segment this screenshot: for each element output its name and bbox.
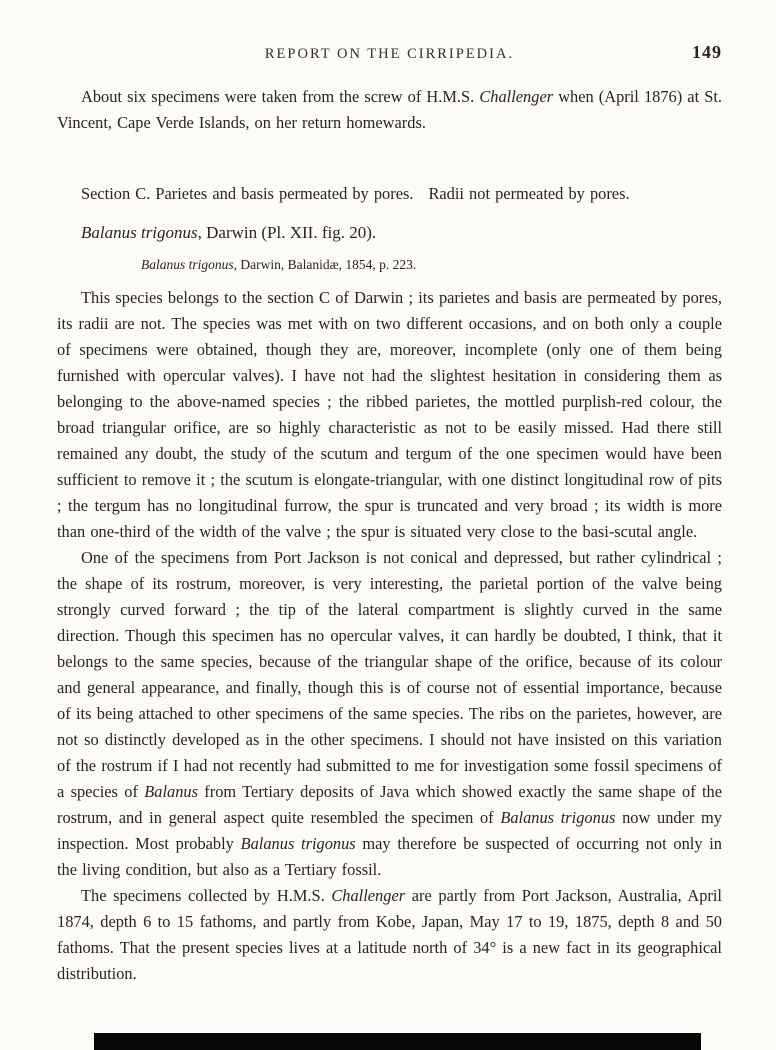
synonymy-citation bbox=[57, 255, 722, 275]
species-heading bbox=[57, 220, 722, 246]
intro-paragraph bbox=[57, 84, 722, 136]
paragraph-port-jackson bbox=[57, 545, 722, 883]
text-run: The specimens collected by H.M.S. bbox=[81, 886, 332, 905]
text-run: Section C. Parietes and basis permeated by pores. bbox=[81, 184, 414, 203]
page-content bbox=[57, 84, 722, 987]
text-run: , Darwin, Balanidæ, 1854, p. 223. bbox=[233, 257, 417, 272]
page-header bbox=[57, 42, 722, 68]
page-number: 149 bbox=[692, 42, 722, 62]
text-run: now under my inspection. Most probably bbox=[57, 808, 722, 853]
paragraph-description bbox=[57, 285, 722, 545]
italic-text-run: Challenger bbox=[479, 87, 554, 106]
text-run: when (April 1876) at St. Vincent, Cape Verde Islands, on her return homewards. bbox=[57, 87, 723, 132]
text-run: Radii not permeated by pores. bbox=[428, 184, 630, 203]
text-run: from Tertiary deposits of Java which showed exactly the same shape of the rostrum, and in general aspect quite resembled the specimen of bbox=[57, 782, 722, 827]
italic-text-run: Balanus trigonus bbox=[141, 257, 234, 272]
text-run: One of the specimens from Port Jackson is not conical and depressed, but rather cylindrical ; the shape of its rostrum, moreover, is very interesting, the parietal portion of the valve being strongly curved forward ; the tip of the lateral compartment is slightly curved in the same direction. Though this specimen has no opercular valves, it can hardly be doubted, I think, that it belongs to the same species, because of the triangular shape of the orifice, because of its colour and general appearance, and finally, though this is of course not of essential importance, because of its being attached to other specimens of the same species. The ribs on the parietes, however, are not so distinctly developed as in the other specimens. I should not have insisted on this variation of the rostrum if I had not recently had submitted to me for investigation some fossil specimens of a species of bbox=[57, 548, 722, 801]
italic-text-run: Balanus bbox=[144, 782, 198, 801]
italic-text-run: Balanus trigonus bbox=[240, 834, 356, 853]
text-run: , Darwin (Pl. XII. fig. 20). bbox=[197, 223, 377, 242]
italic-text-run: Balanus trigonus bbox=[500, 808, 616, 827]
scan-artifact-bar bbox=[94, 1033, 701, 1050]
text-run: may therefore be suspected of occurring not only in the living condition, but also as a Tertiary fossil. bbox=[57, 834, 722, 879]
text-run: are partly from Port Jackson, Australia, April 1874, depth 6 to 15 fathoms, and partly from Kobe, Japan, May 17 to 19, 1875, depth 8 and 50 fathoms. That the present species lives at a latitude north of 34° is a new fact in its geographical distribution. bbox=[57, 886, 722, 983]
text-run: About six specimens were taken from the screw of H.M.S. bbox=[81, 87, 480, 106]
section-heading bbox=[57, 181, 722, 207]
italic-text-run: Challenger bbox=[331, 886, 406, 905]
running-title: REPORT ON THE CIRRIPEDIA. bbox=[264, 46, 515, 62]
italic-text-run: Balanus trigonus bbox=[81, 223, 198, 242]
text-run: This species belongs to the section C of Darwin ; its parietes and basis are permeated by pores, its radii are not. The species was met with on two different occasions, and on both only a couple of specimens were obtained, though they are, moreover, incomplete (only one of them being furnished with opercular valves). I have not had the slightest hesitation in considering them as belonging to the above-named species ; the ribbed parietes, the mottled purplish-red colour, the broad triangular orifice, are so highly characteristic as not to be easily missed. Had there still remained any doubt, the study of the scutum and tergum of the one specimen would have been sufficient to remove it ; the scutum is elongate-triangular, with one distinct longitudinal row of pits ; the tergum has no longitudinal furrow, the spur is truncated and very broad ; its width is more than one-third of the width of the valve ; the spur is situated very close to the basi-scutal angle. bbox=[57, 288, 722, 541]
paragraph-localities bbox=[57, 883, 722, 987]
